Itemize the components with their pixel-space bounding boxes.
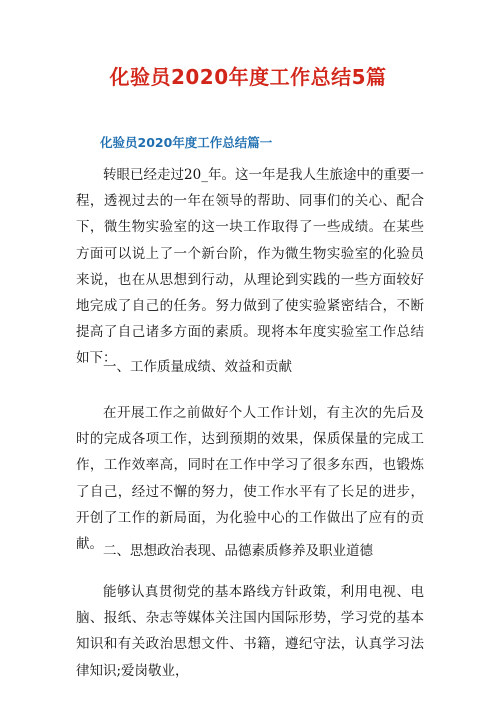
section-heading: 化验员2020年度工作总结篇一	[100, 135, 273, 150]
subheading-one-text: 一、工作质量成绩、效益和贡献	[103, 359, 292, 375]
paragraph-one	[76, 400, 424, 557]
paragraph-two	[76, 579, 424, 684]
subheading-one	[76, 354, 424, 380]
paragraph-intro-text: 转眼已经走过20_年。这一年是我人生旅途中的重要一程，透视过去的一年在领导的帮助、同事们的关心、配合下，微生物实验室的这一块工作取得了一些成绩。在某些方面可以说上了一个新台阶，作为微生物实验室的化验员来说，也在从思想到行动，从理论到实践的一些方面较好地完成了自己的任务。努力做到了使实验紧密结合，不断提高了自己诸多方面的素质。现将本年度实验室工作总结如下：	[76, 167, 424, 367]
subheading-two-text: 二、思想政治表现、品德素质修养及职业道德	[103, 543, 373, 559]
paragraph-intro	[76, 162, 424, 372]
subheading-two	[76, 538, 424, 564]
paragraph-two-text: 能够认真贯彻党的基本路线方针政策，利用电视、电脑、报纸、杂志等媒体关注国内国际形势，学习党的基本知识和有关政治思想文件、书籍，遵纪守法，认真学习法律知识;爱岗敬业，	[76, 584, 424, 679]
paragraph-one-text: 在开展工作之前做好个人工作计划，有主次的先后及时的完成各项工作，达到预期的效果，保质保量的完成工作，工作效率高，同时在工作中学习了很多东西，也锻炼了自己，经过不懈的努力，使工作水平有了长足的进步，开创了工作的新局面，为化验中心的工作做出了应有的贡献。	[76, 405, 424, 553]
document-title: 化验员2020年度工作总结5篇	[109, 65, 387, 89]
